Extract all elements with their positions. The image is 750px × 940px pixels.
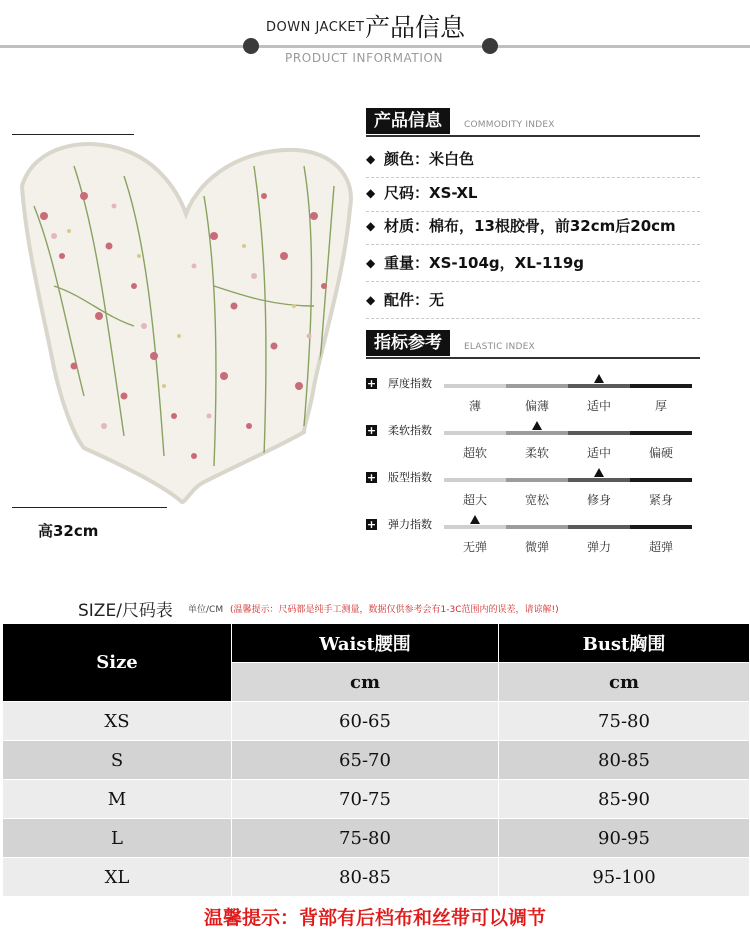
commodity-section-title: 产品信息 [366,108,450,134]
dashed-divider [366,318,700,319]
index-scale-segment [568,384,630,388]
footer-note: 温馨提示：背部有后档布和丝带可以调节 [0,898,750,938]
bullet-icon: ◆ [366,256,376,270]
index-scale-segment [444,525,506,529]
bust-cell: 75-80 [499,702,750,741]
bullet-icon: ◆ [366,219,376,233]
header-dot-left [243,38,259,54]
plus-icon: + [366,424,377,437]
index-level-label: 超弹 [648,540,673,554]
index-name: 弹力指数 [388,518,432,531]
info-text: 重量：XS-104g，XL-119g [384,254,585,272]
elastic-section-header [366,330,700,356]
plus-icon: + [366,518,377,531]
dashed-divider [366,281,700,282]
index-scale-segment [568,525,630,529]
index-name: 柔软指数 [388,424,432,437]
dashed-divider [366,177,700,178]
index-level-label: 紧身 [648,493,673,507]
waist-header: Waist腰围 [232,624,499,663]
index-level-label: 薄 [468,399,481,413]
waist-unit: cm [232,663,499,702]
bullet-icon: ◆ [366,186,376,200]
index-level-label: 柔软 [524,446,549,460]
dashed-divider [366,244,700,245]
index-level-label: 弹力 [586,540,611,554]
bust-cell: 85-90 [499,780,750,819]
index-level-label: 超软 [462,446,487,460]
size-chart-unit: 单位/CM [188,605,224,615]
commodity-section-subtitle: COMMODITY INDEX [464,120,555,130]
index-scale-segment [630,478,692,482]
waist-cell: 60-65 [232,702,499,741]
size-cell: L [3,819,232,858]
info-row-weight [366,252,700,276]
index-level-label: 偏薄 [524,399,549,413]
bust-cell: 80-85 [499,741,750,780]
elastic-section-title: 指标参考 [366,330,450,356]
index-scale-segment [444,431,506,435]
index-level-label: 偏硬 [648,446,673,460]
commodity-section-header [366,108,700,134]
waist-cell: 75-80 [232,819,499,858]
bust-cell: 90-95 [499,819,750,858]
size-chart-title: SIZE/尺码表 [78,601,173,621]
size-chart-note: (温馨提示：尺码都是纯手工测量，数据仅供参考会有1-3C范围内的误差，请谅解!) [230,605,559,615]
table-row [3,780,750,819]
index-scale-segment [506,525,568,529]
index-scale-segment [630,525,692,529]
index-level-label: 修身 [586,493,611,507]
header-subtitle: PRODUCT INFORMATION [285,51,444,65]
bust-cell: 95-100 [499,858,750,897]
table-row [3,858,750,897]
bullet-icon: ◆ [366,293,376,307]
section-rule [366,135,700,137]
header-title-en: DOWN JACKET [266,20,365,35]
size-cell: M [3,780,232,819]
top-guide-line [12,134,134,135]
index-level-label: 宽松 [524,493,549,507]
index-marker-icon [594,374,604,383]
info-text: 配件：无 [384,291,445,309]
index-row [366,519,696,559]
index-marker-icon [532,421,542,430]
size-cell: XL [3,858,232,897]
index-level-label: 超大 [462,493,487,507]
dashed-divider [366,211,700,212]
index-row [366,378,696,418]
bullet-icon: ◆ [366,152,376,166]
size-cell: S [3,741,232,780]
index-row [366,472,696,512]
info-row-accessories [366,289,700,313]
index-level-label: 无弹 [462,540,487,554]
info-row-material [366,215,700,239]
index-scale-segment [568,431,630,435]
size-header: Size [3,624,232,702]
header-dot-right [482,38,498,54]
table-row [3,702,750,741]
index-row [366,425,696,465]
info-row-size [366,182,700,206]
info-text: 颜色：米白色 [384,150,475,168]
index-scale-segment [506,384,568,388]
waist-cell: 80-85 [232,858,499,897]
index-scale-segment [630,431,692,435]
waist-cell: 65-70 [232,741,499,780]
info-text: 材质：棉布，13根胶骨，前32cm后20cm [384,217,676,235]
index-scale-segment [444,384,506,388]
index-level-label: 厚 [654,399,667,413]
index-scale-segment [506,431,568,435]
plus-icon: + [366,377,377,390]
index-marker-icon [594,468,604,477]
info-row-color [366,148,700,172]
header-title-cn: 产品信息 [365,13,466,42]
index-level-label: 适中 [586,446,611,460]
section-rule [366,357,700,359]
index-scale-segment [630,384,692,388]
bust-unit: cm [499,663,750,702]
table-row [3,741,750,780]
waist-cell: 70-75 [232,780,499,819]
bottom-guide-line [12,507,167,508]
corset-product-image [14,136,356,508]
index-marker-icon [470,515,480,524]
index-name: 厚度指数 [388,377,432,390]
index-scale-segment [568,478,630,482]
info-text: 尺码：XS-XL [384,184,478,202]
index-scale-segment [506,478,568,482]
index-name: 版型指数 [388,471,432,484]
table-row [3,819,750,858]
header-rule [0,45,750,48]
height-label: 高32cm [38,522,99,540]
index-level-label: 适中 [586,399,611,413]
bust-header: Bust胸围 [499,624,750,663]
size-cell: XS [3,702,232,741]
index-scale-segment [444,478,506,482]
size-table [2,623,750,897]
index-level-label: 微弹 [524,540,549,554]
plus-icon: + [366,471,377,484]
elastic-section-subtitle: ELASTIC INDEX [464,342,535,352]
